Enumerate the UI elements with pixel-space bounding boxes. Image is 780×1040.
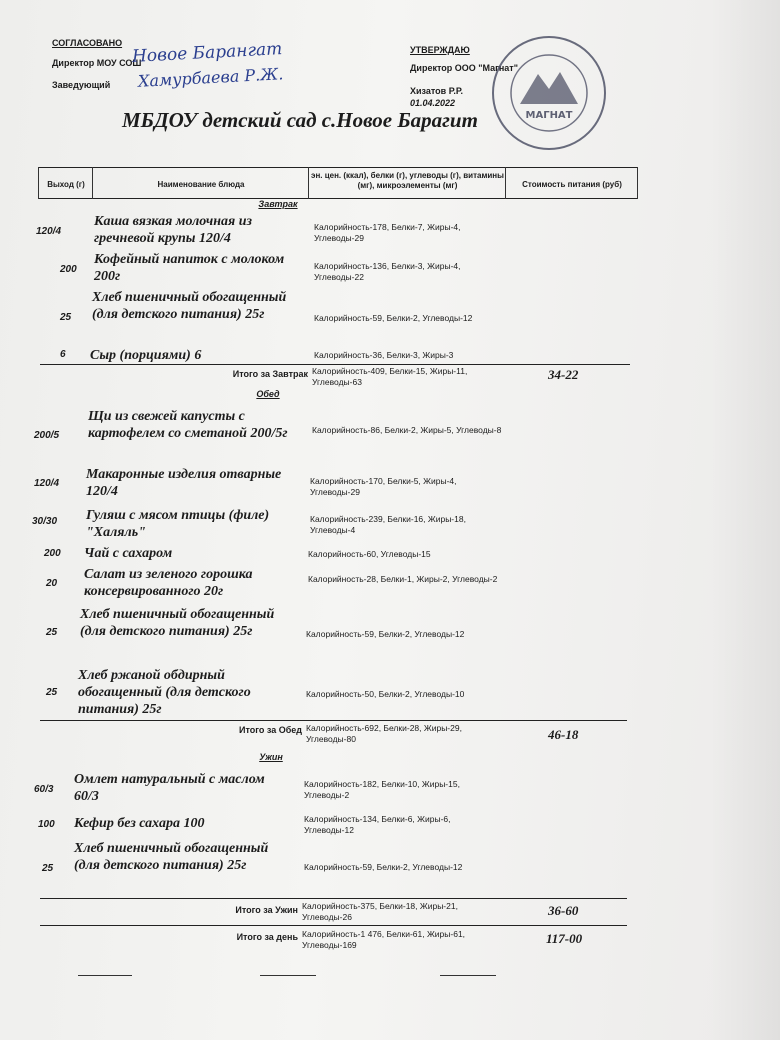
lunch-row-2-name: Макаронные изделия отварные 120/4 [86,467,282,499]
dinner-total-label: Итого за Ужин [235,905,298,915]
breakfast-row-3-qty: 25 [60,312,72,323]
company-director-label: Директор ООО "Магнат" [410,63,518,73]
day-total-nutrition: Калорийность-1 476, Белки-61, Жиры-61, Углеводы-169 [302,929,466,950]
dinner-row-2-nutrition: Калорийность-134, Белки-6, Жиры-6, Углеводы-12 [304,814,451,835]
table-top-border [38,167,638,168]
breakfast-row-3-nutrition: Калорийность-59, Белки-2, Углеводы-12 [314,313,473,323]
dinner-total-divider [40,898,627,899]
section-lunch-title: Обед [256,389,280,399]
signature-line-2 [260,975,316,976]
page-title: МБДОУ детский сад с.Новое Барагит [122,108,478,132]
breakfast-row-2-name: Кофейный напиток с молоком 200г [94,252,285,284]
lunch-row-3-qty: 30/30 [32,516,58,527]
dinner-total-cost: 36-60 [548,903,579,918]
day-total-divider [40,925,627,926]
breakfast-total-label: Итого за Завтрак [232,369,308,379]
lunch-row-1-name: Щи из свежей капусты с картофелем со сметаной 200/5г [88,409,288,441]
lunch-total-divider [40,720,627,721]
day-total-cost: 117-00 [546,931,583,946]
lunch-row-4-qty: 200 [44,548,61,559]
director-name: Хизатов Р.Р. [410,86,464,96]
lunch-row-5-name: Салат из зеленого горошка консервированного 20г [84,567,253,599]
stamp-text: МАГНАТ [525,110,573,121]
dinner-row-1-name: Омлет натуральный с маслом 60/3 [74,772,265,804]
section-dinner-title: Ужин [259,752,283,762]
lunch-row-4-name: Чай с сахаром [84,546,173,561]
lunch-row-5-qty: 20 [46,578,58,589]
approval-date: 01.04.2022 [410,98,456,108]
section-breakfast-title: Завтрак [258,199,298,209]
col-divider-1 [92,167,93,199]
lunch-row-6-qty: 25 [46,627,58,638]
breakfast-total-divider [40,364,630,365]
table-border-left [38,167,39,199]
agreed-label: СОГЛАСОВАНО [52,38,123,48]
lunch-row-3-nutrition: Калорийность-239, Белки-16, Жиры-18, Углеводы-4 [310,514,466,535]
breakfast-row-3-name: Хлеб пшеничный обогащенный (для детского питания) 25г [92,290,287,322]
dinner-row-3-qty: 25 [42,863,54,874]
lunch-row-1-nutrition: Калорийность-86, Белки-2, Жиры-5, Углеводы-8 [312,425,502,435]
breakfast-row-1-name: Каша вязкая молочная из гречневой крупы 120/4 [94,214,253,246]
lunch-row-1-qty: 200/5 [34,430,60,441]
lunch-total-nutrition: Калорийность-692, Белки-28, Жиры-29, Углеводы-80 [306,723,462,744]
lunch-total-label: Итого за Обед [238,725,302,735]
table-header-bottom-border [38,198,638,199]
breakfast-row-4-nutrition: Калорийность-36, Белки-3, Жиры-3 [314,350,454,360]
lunch-row-3-name: Гуляш с мясом птицы (филе) "Халяль" [86,508,270,540]
dinner-row-2-name: Кефир без сахара 100 [74,816,205,831]
breakfast-row-2-nutrition: Калорийность-136, Белки-3, Жиры-4, Углеводы-22 [314,261,461,282]
day-total-label: Итого за день [236,932,298,942]
dinner-row-2-qty: 100 [38,819,55,830]
col-header-nutrition: эн. цен. (ккал), белки (г), углеводы (г), витамины (мг), микроэлементы (мг) [311,171,504,190]
table-border-right [637,167,638,199]
lunch-row-4-nutrition: Калорийность-60, Углеводы-15 [308,549,431,559]
breakfast-row-2-qty: 200 [60,264,77,275]
head-label: Заведующий [52,80,111,90]
breakfast-total-nutrition: Калорийность-409, Белки-15, Жиры-11, Углеводы-63 [312,366,468,387]
col-divider-2 [308,167,309,199]
signature-line-1 [78,975,132,976]
lunch-row-7-nutrition: Калорийность-50, Белки-2, Углеводы-10 [306,689,465,699]
lunch-row-5-nutrition: Калорийность-28, Белки-1, Жиры-2, Углеводы-2 [308,574,498,584]
lunch-row-7-name: Хлеб ржаной обдирный обогащенный (для детского питания) 25г [78,668,251,717]
lunch-total-cost: 46-18 [548,727,579,742]
breakfast-row-1-nutrition: Калорийность-178, Белки-7, Жиры-4, Углеводы-29 [314,222,461,243]
dinner-total-nutrition: Калорийность-375, Белки-18, Жиры-21, Углеводы-26 [302,901,458,922]
lunch-row-6-name: Хлеб пшеничный обогащенный (для детского питания) 25г [80,607,275,639]
signature-2: Хамурбаева Р.Ж. [137,64,284,91]
company-stamp-icon [490,34,608,152]
signature-line-3 [440,975,496,976]
breakfast-total-cost: 34-22 [548,367,579,382]
lunch-row-7-qty: 25 [46,687,58,698]
col-header-dish: Наименование блюда [157,180,245,189]
col-divider-3 [505,167,506,199]
signature-1: Новое Барангат [131,39,283,67]
dinner-row-3-name: Хлеб пшеничный обогащенный (для детского питания) 25г [74,841,269,873]
col-header-cost: Стоимость питания (руб) [522,180,622,189]
lunch-row-6-nutrition: Калорийность-59, Белки-2, Углеводы-12 [306,629,465,639]
dinner-row-3-nutrition: Калорийность-59, Белки-2, Углеводы-12 [304,862,463,872]
dinner-row-1-qty: 60/3 [34,784,54,795]
dinner-row-1-nutrition: Калорийность-182, Белки-10, Жиры-15, Углеводы-2 [304,779,460,800]
breakfast-row-1-qty: 120/4 [36,226,62,237]
breakfast-row-4-name: Сыр (порциями) 6 [90,348,202,363]
breakfast-row-4-qty: 6 [60,349,66,360]
approved-label: УТВЕРЖДАЮ [410,45,470,55]
col-header-qty: Выход (г) [47,180,85,189]
lunch-row-2-qty: 120/4 [34,478,60,489]
school-director-label: Директор МОУ СОШ [52,58,142,68]
lunch-row-2-nutrition: Калорийность-170, Белки-5, Жиры-4, Углеводы-29 [310,476,457,497]
